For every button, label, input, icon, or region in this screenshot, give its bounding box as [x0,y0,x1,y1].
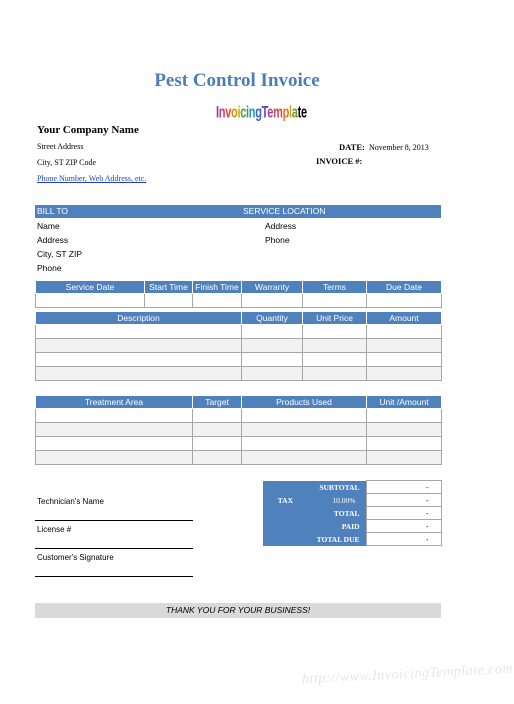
col-amount: Amount [367,312,442,325]
tax-value: - [366,494,441,507]
start-time-cell[interactable] [145,294,193,308]
col-terms: Terms [303,281,367,294]
logo-letter: g [255,104,262,122]
logo-letter: e [267,104,274,122]
logo-letter: T [261,104,268,122]
due-date-cell[interactable] [367,294,442,308]
terms-cell[interactable] [303,294,367,308]
logo-letter: I [216,104,219,122]
logo-letter: c [240,104,247,122]
table-row [36,437,442,451]
thank-you-banner: THANK YOU FOR YOUR BUSINESS! [35,603,441,618]
col-products-used: Products Used [242,396,367,409]
logo-letter: m [273,104,283,122]
col-unit-amount: Unit /Amount [367,396,442,409]
total-due-label: TOTAL DUE [263,533,366,546]
bill-to-phone[interactable]: Phone [37,263,62,273]
col-treatment-area: Treatment Area [36,396,193,409]
subtotal-label: SUBTOTAL [263,481,366,494]
table-row [36,451,442,465]
license-line[interactable] [35,548,193,549]
items-table [35,311,442,381]
table-row [36,325,442,339]
tax-rate[interactable]: 10.00% [293,494,366,507]
col-start-time: Start Time [145,281,193,294]
table-row [36,339,442,353]
col-finish-time: Finish Time [193,281,242,294]
bill-to-address[interactable]: Address [37,235,69,245]
invoice-title: Pest Control Invoice [154,70,320,91]
col-service-date: Service Date [36,281,145,294]
total-value: - [366,507,441,520]
logo-letter: p [282,104,289,122]
logo-letter: o [231,104,238,122]
logo-letter: n [248,104,256,122]
invoice-number-label: INVOICE #: [316,156,363,166]
logo-letter: e [300,104,307,122]
company-name: Your Company Name [37,124,139,136]
service-location-address[interactable]: Address [265,221,297,231]
totals-table [263,480,442,546]
logo-letter: a [291,104,298,122]
logo-letter: n [218,104,226,122]
col-description: Description [36,312,242,325]
service-date-cell[interactable] [36,294,145,308]
table-row [36,353,442,367]
finish-time-cell[interactable] [193,294,242,308]
date-label: DATE: [339,142,365,152]
technician-name-label: Technician's Name [37,497,104,506]
watermark-text: http://www.InvoicingTemplate.com [301,661,514,688]
subtotal-value: - [366,481,441,494]
total-due-value: - [366,533,441,546]
paid-label: PAID [263,520,366,533]
col-quantity: Quantity [242,312,303,325]
col-warranty: Warranty [242,281,303,294]
paid-value[interactable]: - [366,520,441,533]
logo-letter: t [297,104,301,122]
service-location-header: SERVICE LOCATION [243,206,326,216]
bill-to-city[interactable]: City, ST ZIP [37,249,83,259]
date-value[interactable]: November 8, 2013 [369,143,429,152]
customer-signature-line[interactable] [35,576,193,577]
service-location-phone[interactable]: Phone [265,235,290,245]
company-city: City, ST ZIP Code [37,158,97,167]
treatment-table [35,395,442,465]
technician-name-line[interactable] [35,520,193,521]
table-row [36,423,442,437]
company-contact-link[interactable]: Phone Number, Web Address, etc. [37,174,147,183]
col-unit-price: Unit Price [303,312,367,325]
bill-to-band [35,205,441,218]
license-label: License # [37,525,72,534]
logo-letter: i [246,104,249,122]
col-due-date: Due Date [367,281,442,294]
warranty-cell[interactable] [242,294,303,308]
tax-label: TAX [263,494,293,507]
total-label: TOTAL [263,507,366,520]
service-info-table [35,280,442,308]
invoicing-template-logo [216,104,307,122]
table-row [36,367,442,381]
logo-letter: l [288,104,292,122]
company-street: Street Address [37,142,84,151]
table-row [36,409,442,423]
bill-to-header: BILL TO [37,206,69,216]
customer-signature-label: Customer's Signature [37,553,114,562]
bill-to-name[interactable]: Name [37,221,60,231]
logo-letter: v [225,104,232,122]
logo-letter: i [237,104,241,122]
col-target: Target [193,396,242,409]
